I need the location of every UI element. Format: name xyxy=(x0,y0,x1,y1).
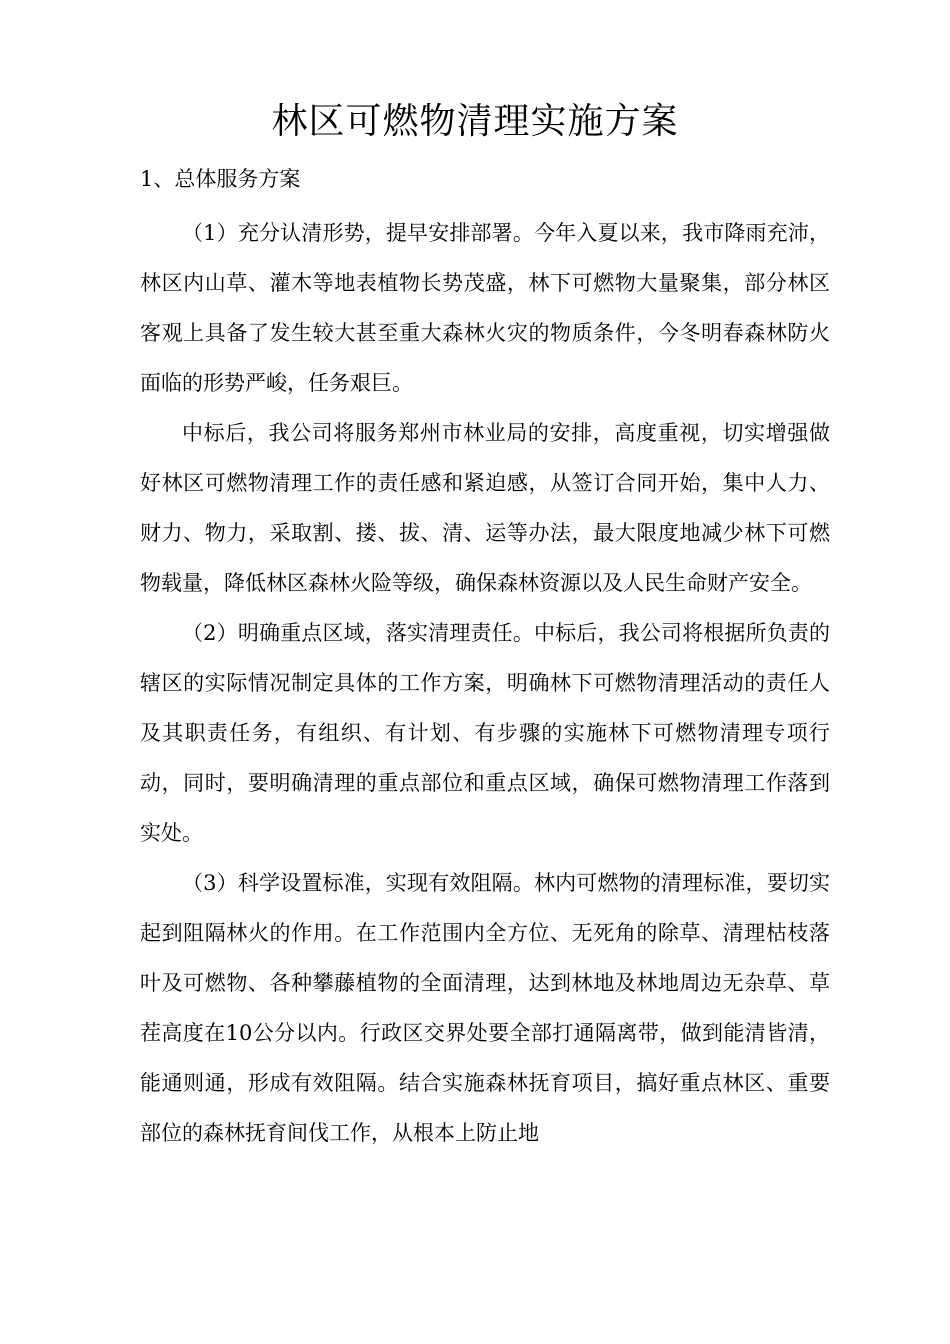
document-title: 林区可燃物清理实施方案 xyxy=(271,101,679,142)
paragraph-2: 中标后，我公司将服务郑州市林业局的安排，高度重视，切实增强做好林区可燃物清理工作的责任感和紧迫感，从签订合同开始，集中人力、财力、物力，采取割、搂、拔、清、运等办法，最大限度地减少林下可燃物载量，降低林区森林火险等级，确保森林资源以及人民生命财产安全。 xyxy=(140,421,830,595)
document-body xyxy=(140,208,830,1158)
paragraph-4: （3）科学设置标准，实现有效阻隔。林内可燃物的清理标准，要切实起到阻隔林火的作用。在工作范围内全方位、无死角的除草、清理枯枝落叶及可燃物、各种攀藤植物的全面清理，达到林地及林地周边无杂草、草茬高度在10公分以内。行政区交界处要全部打通隔离带，做到能清皆清，能通则通，形成有效阻隔。结合实施森林抚育项目，搞好重点林区、重要部位的森林抚育间伐工作，从根本上防止地 xyxy=(140,871,830,1145)
paragraph-3: （2）明确重点区域，落实清理责任。中标后，我公司将根据所负责的辖区的实际情况制定具体的工作方案，明确林下可燃物清理活动的责任人及其职责任务，有组织、有计划、有步骤的实施林下可燃物清理专项行动，同时，要明确清理的重点部位和重点区域，确保可燃物清理工作落到实处。 xyxy=(140,621,830,845)
paragraph-1: （1）充分认清形势，提早安排部署。今年入夏以来，我市降雨充沛，林区内山草、灌木等地表植物长势茂盛，林下可燃物大量聚集，部分林区客观上具备了发生较大甚至重大森林火灾的物质条件，今冬明春森林防火面临的形势严峻，任务艰巨。 xyxy=(140,221,830,395)
section-heading: 1、总体服务方案 xyxy=(140,167,301,191)
